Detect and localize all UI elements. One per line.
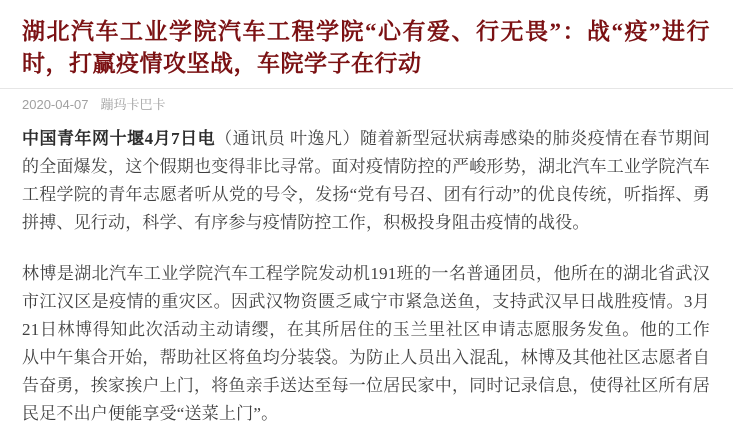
publish-date: 2020-04-07	[22, 97, 89, 112]
paragraph-2-text: 林博是湖北汽车工业学院汽车工程学院发动机191班的一名普通团员，他所在的湖北省武汉市江汉区是疫情的重灾区。因武汉物资匮乏咸宁市紧急送鱼，支持武汉早日战胜疫情。3月21日林博得知此次活动主动请缨，在其所居住的玉兰里社区申请志愿服务发鱼。他的工作从中午集合开始，帮助社区将鱼均分装袋。为防止人员出入混乱，林博及其他社区志愿者自告奋勇，挨家挨户上门，将鱼亲手送达至每一位居民家中，同时记录信息，使得社区所有居民足不出户便能享受“送菜上门”。	[22, 264, 710, 423]
title-divider	[0, 88, 733, 89]
paragraph-1-text: （通讯员 叶逸凡）随着新型冠状病毒感染的肺炎疫情在春节期间的全面爆发，这个假期也变得非比寻常。面对疫情防控的严峻形势，湖北汽车工业学院汽车工程学院的青年志愿者听从党的号令，发扬“党有号召、团有行动”的优良传统，听指挥、勇拼搏、见行动，科学、有序参与疫情防控工作，积极投身阻击疫情的战役。	[22, 129, 710, 232]
author-link[interactable]: 蹦玛卡巴卡	[100, 97, 166, 112]
paragraph-1-bold-lead: 中国青年网十堰4月7日电	[22, 129, 216, 148]
article-title: 湖北汽车工业学院汽车工程学院“心有爱、行无畏”：战“疫”进行时，打赢疫情攻坚战，车院学子在行动	[22, 19, 710, 76]
paragraph-1	[22, 125, 710, 237]
paragraph-2	[22, 260, 710, 428]
article-page	[0, 16, 733, 435]
article-meta-row	[22, 97, 710, 113]
